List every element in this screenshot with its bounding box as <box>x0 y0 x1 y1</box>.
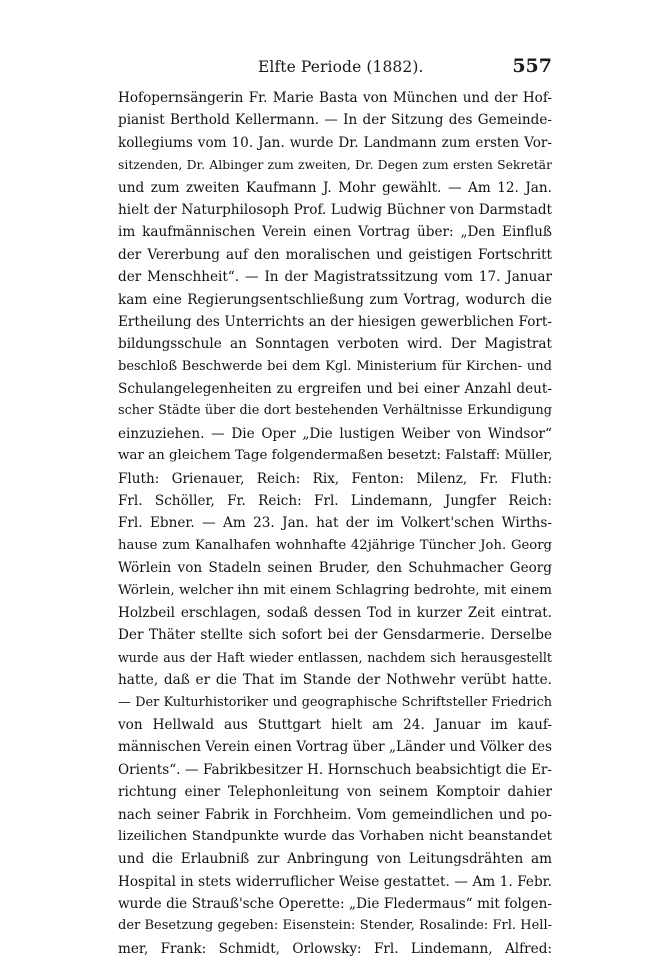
running-title: Elfte Periode (1882). <box>258 58 424 76</box>
text-line: Hospital in stets widerruflicher Weise gestattet. — Am 1. Febr. <box>118 873 552 890</box>
text-line: kollegiums vom 10. Jan. wurde Dr. Landmann zum ersten Vor- <box>118 134 552 151</box>
body-text <box>118 87 552 960</box>
text-line: kam eine Regierungsentschließung zum Vortrag, wodurch die <box>118 291 552 308</box>
text-line: männischen Verein einen Vortrag über „Länder und Völker des <box>118 739 552 756</box>
text-line: hielt der Naturphilosoph Prof. Ludwig Büchner von Darmstadt <box>118 201 552 218</box>
text-line: Orients“. — Fabrikbesitzer H. Hornschuch beabsichtigt die Er- <box>118 761 552 778</box>
text-line: Der Thäter stellte sich sofort bei der Gensdarmerie. Derselbe <box>118 627 552 644</box>
text-line: — Der Kulturhistoriker und geographische Schriftsteller Friedrich <box>118 694 552 710</box>
text-line: Frl. Schöller, Fr. Reich: Frl. Lindemann, Jungfer Reich: <box>118 493 552 510</box>
page-number: 557 <box>512 55 552 77</box>
text-line: mer, Frank: Schmidt, Orlowsky: Frl. Lindemann, Alfred: <box>118 940 552 957</box>
page-header <box>118 54 552 80</box>
text-line: bildungsschule an Sonntagen verboten wird. Der Magistrat <box>118 336 552 353</box>
text-line: Holzbeil erschlagen, sodaß dessen Tod in kurzer Zeit eintrat. <box>118 604 552 621</box>
text-line: von Hellwald aus Stuttgart hielt am 24. Januar im kauf- <box>118 716 552 733</box>
text-line: scher Städte über die dort bestehenden Verhältnisse Erkundigung <box>118 403 552 419</box>
text-line: einzuziehen. — Die Oper „Die lustigen Weiber von Windsor“ <box>118 425 552 442</box>
text-line: Wörlein, welcher ihn mit einem Schlagring bedrohte, mit einem <box>118 582 552 598</box>
text-line: der Besetzung gegeben: Eisenstein: Stender, Rosalinde: Frl. Hell- <box>118 918 552 934</box>
text-line: hause zum Kanalhafen wohnhafte 42jährige Tüncher Joh. Georg <box>118 537 552 553</box>
text-line: und zum zweiten Kaufmann J. Mohr gewählt. — Am 12. Jan. <box>118 179 552 196</box>
text-line: nach seiner Fabrik in Forchheim. Vom gemeindlichen und po- <box>118 806 552 823</box>
text-line: im kaufmännischen Verein einen Vortrag über: „Den Einfluß <box>118 224 552 241</box>
text-line: beschloß Beschwerde bei dem Kgl. Ministerium für Kirchen- und <box>118 358 552 374</box>
text-line: war an gleichem Tage folgendermaßen besetzt: Falstaff: Müller, <box>118 448 552 464</box>
text-line: Schulangelegenheiten zu ergreifen und bei einer Anzahl deut- <box>118 381 552 398</box>
text-line: und die Erlaubniß zur Anbringung von Leitungsdrähten am <box>118 851 552 868</box>
text-line: lizeilichen Standpunkte wurde das Vorhaben nicht beanstandet <box>118 828 552 844</box>
text-line: Ertheilung des Unterrichts an der hiesigen gewerblichen Fort- <box>118 313 552 330</box>
text-line: pianist Berthold Kellermann. — In der Sitzung des Gemeinde- <box>118 112 552 129</box>
text-line: sitzenden, Dr. Albinger zum zweiten, Dr. Degen zum ersten Sekretär <box>118 157 552 173</box>
text-line: hatte, daß er die That im Stande der Nothwehr verübt hatte. <box>118 672 552 689</box>
text-line: wurde die Strauß'sche Operette: „Die Fledermaus“ mit folgen- <box>118 896 552 913</box>
text-line: Hofopernsängerin Fr. Marie Basta von München und der Hof- <box>118 90 552 106</box>
text-line: Fluth: Grienauer, Reich: Rix, Fenton: Milenz, Fr. Fluth: <box>118 470 552 487</box>
text-line: Frl. Ebner. — Am 23. Jan. hat der im Volkert'schen Wirths- <box>118 515 552 532</box>
text-line: Wörlein von Stadeln seinen Bruder, den Schuhmacher Georg <box>118 560 552 577</box>
text-line: der Menschheit“. — In der Magistratssitzung vom 17. Januar <box>118 269 552 286</box>
text-line: richtung einer Telephonleitung von seinem Komptoir dahier <box>118 784 552 801</box>
text-line: der Vererbung auf den moralischen und geistigen Fortschritt <box>118 246 552 263</box>
text-line: wurde aus der Haft wieder entlassen, nachdem sich herausgestellt <box>118 649 552 665</box>
